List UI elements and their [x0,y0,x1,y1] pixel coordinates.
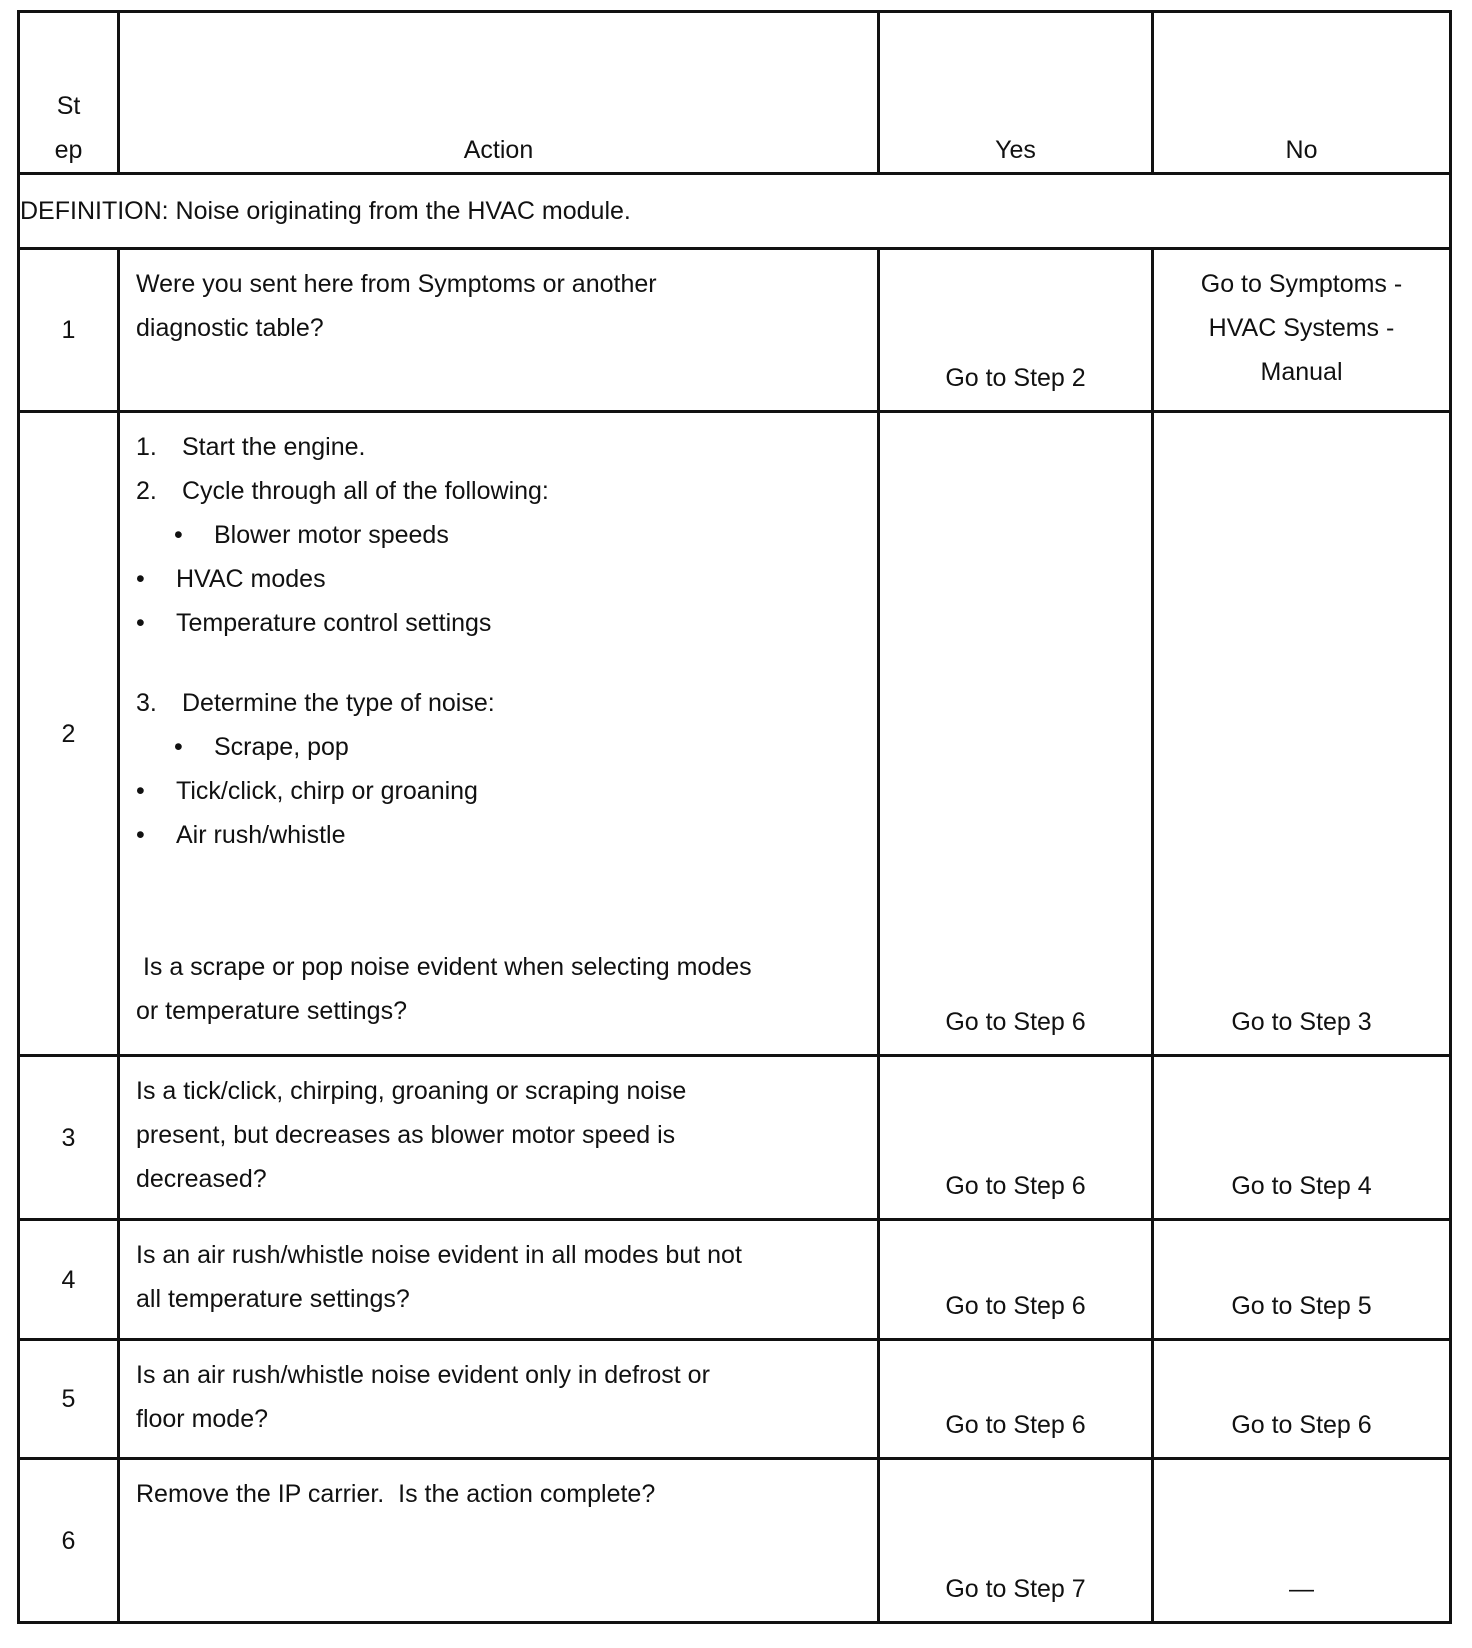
bullet-item [136,601,861,645]
action-line: Is a tick/click, chirping, groaning or scraping noise [136,1077,687,1105]
question-line: Is a scrape or pop noise evident when selecting modes [136,953,752,981]
action-cell [119,1459,879,1623]
bullet-icon: • [136,609,145,637]
item-number: 3. [136,689,157,717]
yes-cell: Go to Step 6 [879,412,1153,1056]
step-number: 1 [19,249,119,412]
bullet-item [136,725,861,769]
spacer [136,645,861,681]
bullet-icon: • [174,733,183,761]
bullet-item [136,769,861,813]
table-row [19,249,1451,412]
header-step-line1: St [56,92,81,120]
item-text: Determine the type of noise: [182,689,495,717]
header-step [19,12,119,174]
bullet-text: HVAC modes [176,565,326,593]
no-line: HVAC Systems - [1208,314,1395,342]
definition-row [19,174,1451,249]
yes-cell: Go to Step 6 [879,1340,1153,1459]
yes-cell: Go to Step 6 [879,1056,1153,1220]
diagnostic-table [17,10,1452,1624]
action-line: diagnostic table? [136,314,324,342]
numbered-item [136,425,861,469]
action-cell [119,1220,879,1340]
bullet-icon: • [174,521,183,549]
no-cell: Go to Step 3 [1153,412,1451,1056]
action-line: decreased? [136,1165,267,1193]
bullet-item [136,813,861,857]
bullet-item [136,557,861,601]
item-text: Start the engine. [182,433,366,461]
step-number: 3 [19,1056,119,1220]
bullet-icon: • [136,821,145,849]
no-cell: Go to Step 6 [1153,1340,1451,1459]
bullet-icon: • [136,777,145,805]
table-row [19,1056,1451,1220]
step-number: 4 [19,1220,119,1340]
item-number: 1. [136,433,157,461]
item-text: Cycle through all of the following: [182,477,549,505]
action-line: all temperature settings? [136,1285,410,1313]
action-cell [119,1056,879,1220]
bullet-item [136,513,861,557]
header-step-line2: ep [54,136,83,164]
step-number: 5 [19,1340,119,1459]
table-row [19,1220,1451,1340]
yes-cell: Go to Step 7 [879,1459,1153,1623]
action-line: Were you sent here from Symptoms or another [136,270,657,298]
no-cell: — [1153,1459,1451,1623]
no-cell: Go to Step 5 [1153,1220,1451,1340]
numbered-item [136,469,861,513]
action-cell [119,1340,879,1459]
header-no: No [1153,12,1451,174]
table-row [19,1340,1451,1459]
no-line: Go to Symptoms - [1200,270,1403,298]
numbered-item [136,681,861,725]
action-line: floor mode? [136,1405,269,1433]
bullet-text: Scrape, pop [214,733,349,761]
bullet-text: Temperature control settings [176,609,492,637]
table-row [19,412,1451,1056]
yes-cell: Go to Step 6 [879,1220,1153,1340]
bullet-icon: • [136,565,145,593]
step-number: 2 [19,412,119,1056]
definition-text: DEFINITION: Noise originating from the HVAC module. [19,174,1451,249]
no-cell: Go to Step 4 [1153,1056,1451,1220]
bullet-text: Blower motor speeds [214,521,449,549]
step-number: 6 [19,1459,119,1623]
action-line: present, but decreases as blower motor speed is [136,1121,676,1149]
no-cell [1153,249,1451,412]
header-action: Action [119,12,879,174]
action-line: Is an air rush/whistle noise evident in all modes but not [136,1241,742,1269]
spacer [136,857,861,945]
action-line: Is an air rush/whistle noise evident only in defrost or [136,1361,710,1389]
yes-cell: Go to Step 2 [879,249,1153,412]
question-line: or temperature settings? [136,997,407,1025]
action-cell [119,249,879,412]
bullet-text: Air rush/whistle [176,821,346,849]
bullet-text: Tick/click, chirp or groaning [176,777,478,805]
action-line: Remove the IP carrier. Is the action complete? [136,1480,656,1508]
action-cell [119,412,879,1056]
table-row [19,1459,1451,1623]
no-line: Manual [1260,358,1343,386]
item-number: 2. [136,477,157,505]
header-row [19,12,1451,174]
header-yes: Yes [879,12,1153,174]
